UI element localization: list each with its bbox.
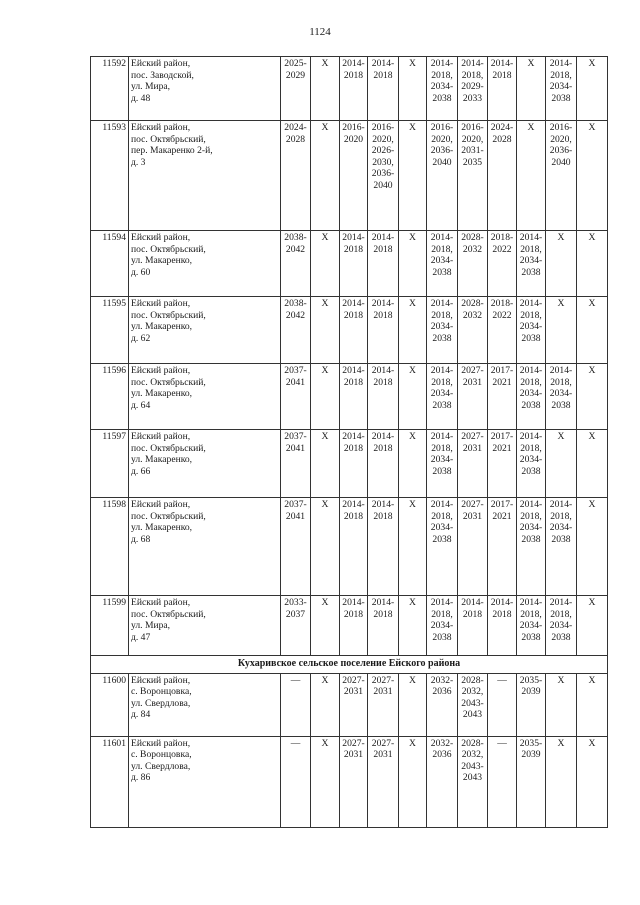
period-cell: Х [311, 121, 340, 231]
period-cell: 2014- 2018 [368, 498, 399, 596]
period-cell: 2014- 2018, 2034- 2038 [517, 430, 546, 498]
period-cell: Х [546, 736, 577, 827]
period-cell: 2033- 2037 [281, 596, 311, 656]
table-row [91, 430, 608, 498]
period-cell: Х [311, 596, 340, 656]
period-cell: 2014- 2018, 2029- 2033 [458, 57, 488, 121]
period-cell: 2014- 2018 [368, 364, 399, 430]
address-cell: Ейский район, пос. Октябрьский, ул. Макаренко, д. 60 [129, 231, 281, 297]
period-cell: 2037- 2041 [281, 364, 311, 430]
period-cell: 2014- 2018, 2034- 2038 [546, 57, 577, 121]
period-cell: Х [399, 121, 427, 231]
address-cell: Ейский район, пос. Октябрьский, ул. Макаренко, д. 64 [129, 364, 281, 430]
section-body [91, 656, 608, 674]
record-number: 11599 [91, 596, 129, 656]
period-cell: 2028- 2032 [458, 297, 488, 364]
address-cell: Ейский район, пос. Октябрьский, ул. Мира, д. 47 [129, 596, 281, 656]
period-cell: Х [399, 673, 427, 736]
period-cell: Х [399, 430, 427, 498]
period-cell: Х [399, 498, 427, 596]
period-cell: 2027- 2031 [458, 364, 488, 430]
period-cell: 2024- 2028 [281, 121, 311, 231]
period-cell: 2027- 2031 [368, 736, 399, 827]
table-row [91, 596, 608, 656]
period-cell: 2014- 2018 [488, 596, 517, 656]
table-body-before-section [91, 57, 608, 656]
period-cell: Х [311, 231, 340, 297]
period-cell: Х [311, 736, 340, 827]
table-row [91, 498, 608, 596]
period-cell: 2027- 2031 [458, 430, 488, 498]
table-row [91, 364, 608, 430]
period-cell: Х [311, 673, 340, 736]
period-cell: 2014- 2018, 2034- 2038 [517, 297, 546, 364]
period-cell: Х [577, 57, 608, 121]
period-cell: 2025- 2029 [281, 57, 311, 121]
period-cell: Х [577, 231, 608, 297]
record-number: 11600 [91, 673, 129, 736]
period-cell: 2014- 2018, 2034- 2038 [427, 596, 458, 656]
record-number: 11595 [91, 297, 129, 364]
period-cell: 2014- 2018, 2034- 2038 [427, 57, 458, 121]
table-row [91, 57, 608, 121]
period-cell: 2038- 2042 [281, 231, 311, 297]
address-cell: Ейский район, пос. Октябрьский, пер. Макаренко 2-й, д. 3 [129, 121, 281, 231]
period-cell: — [281, 673, 311, 736]
period-cell: 2038- 2042 [281, 297, 311, 364]
record-number: 11594 [91, 231, 129, 297]
period-cell: 2016- 2020, 2031- 2035 [458, 121, 488, 231]
period-cell: Х [517, 57, 546, 121]
period-cell: Х [311, 297, 340, 364]
record-number: 11596 [91, 364, 129, 430]
period-cell: 2014- 2018 [368, 57, 399, 121]
period-cell: 2014- 2018, 2034- 2038 [427, 364, 458, 430]
period-cell: 2014- 2018 [488, 57, 517, 121]
period-cell: 2014- 2018, 2034- 2038 [517, 364, 546, 430]
table-row [91, 736, 608, 827]
table-row [91, 297, 608, 364]
period-cell: 2027- 2031 [340, 673, 368, 736]
period-cell: 2014- 2018 [368, 430, 399, 498]
period-cell: 2028- 2032, 2043- 2043 [458, 673, 488, 736]
period-cell: Х [546, 430, 577, 498]
address-cell: Ейский район, с. Воронцовка, ул. Свердлова, д. 84 [129, 673, 281, 736]
period-cell: 2035- 2039 [517, 736, 546, 827]
period-cell: 2014- 2018, 2034- 2038 [427, 430, 458, 498]
period-cell: 2014- 2018, 2034- 2038 [427, 231, 458, 297]
period-cell: 2016- 2020, 2036- 2040 [546, 121, 577, 231]
record-number: 11592 [91, 57, 129, 121]
period-cell: 2016- 2020, 2026- 2030, 2036- 2040 [368, 121, 399, 231]
period-cell: 2017- 2021 [488, 430, 517, 498]
period-cell: Х [311, 498, 340, 596]
table-body-after-section [91, 673, 608, 827]
period-cell: 2016- 2020 [340, 121, 368, 231]
address-cell: Ейский район, пос. Октябрьский, ул. Макаренко, д. 62 [129, 297, 281, 364]
period-cell: 2014- 2018, 2034- 2038 [546, 498, 577, 596]
period-cell: 2017- 2021 [488, 498, 517, 596]
period-cell: 2014- 2018 [368, 231, 399, 297]
period-cell: Х [577, 596, 608, 656]
period-cell: 2014- 2018 [340, 596, 368, 656]
table-row [91, 231, 608, 297]
period-cell: Х [577, 430, 608, 498]
period-cell: Х [577, 498, 608, 596]
period-cell: Х [546, 673, 577, 736]
period-cell: Х [517, 121, 546, 231]
address-cell: Ейский район, с. Воронцовка, ул. Свердлова, д. 86 [129, 736, 281, 827]
period-cell: 2014- 2018, 2034- 2038 [517, 498, 546, 596]
period-cell: 2032- 2036 [427, 673, 458, 736]
period-cell: 2014- 2018 [340, 57, 368, 121]
period-cell: 2014- 2018 [368, 596, 399, 656]
period-cell: 2014- 2018 [368, 297, 399, 364]
period-cell: — [281, 736, 311, 827]
period-cell: 2027- 2031 [458, 498, 488, 596]
period-cell: 2014- 2018 [340, 297, 368, 364]
period-cell: 2014- 2018 [458, 596, 488, 656]
address-cell: Ейский район, пос. Октябрьский, ул. Макаренко, д. 66 [129, 430, 281, 498]
period-cell: 2017- 2021 [488, 364, 517, 430]
period-cell: 2018- 2022 [488, 297, 517, 364]
period-cell: 2014- 2018, 2034- 2038 [427, 498, 458, 596]
record-number: 11601 [91, 736, 129, 827]
period-cell: 2032- 2036 [427, 736, 458, 827]
period-cell: 2014- 2018 [340, 498, 368, 596]
period-cell: Х [546, 297, 577, 364]
period-cell: Х [399, 736, 427, 827]
page-number: 1124 [309, 26, 331, 38]
period-cell: Х [311, 430, 340, 498]
period-cell: Х [399, 297, 427, 364]
period-cell: Х [399, 364, 427, 430]
period-cell: Х [311, 57, 340, 121]
period-cell: 2014- 2018, 2034- 2038 [546, 596, 577, 656]
table-row [91, 121, 608, 231]
period-cell: 2037- 2041 [281, 430, 311, 498]
period-cell: 2014- 2018, 2034- 2038 [517, 596, 546, 656]
housing-repair-schedule-table [90, 56, 608, 828]
record-number: 11598 [91, 498, 129, 596]
record-number: 11597 [91, 430, 129, 498]
record-number: 11593 [91, 121, 129, 231]
period-cell: Х [399, 57, 427, 121]
period-cell: 2028- 2032, 2043- 2043 [458, 736, 488, 827]
period-cell: 2014- 2018 [340, 231, 368, 297]
address-cell: Ейский район, пос. Заводской, ул. Мира, д. 48 [129, 57, 281, 121]
period-cell: Х [577, 673, 608, 736]
period-cell: 2014- 2018 [340, 364, 368, 430]
period-cell: Х [399, 596, 427, 656]
section-header-row [91, 656, 608, 674]
table-row [91, 673, 608, 736]
period-cell: 2024- 2028 [488, 121, 517, 231]
period-cell: 2027- 2031 [368, 673, 399, 736]
period-cell: 2014- 2018 [340, 430, 368, 498]
period-cell: 2014- 2018, 2034- 2038 [546, 364, 577, 430]
period-cell: Х [577, 736, 608, 827]
period-cell: Х [577, 364, 608, 430]
period-cell: Х [577, 297, 608, 364]
period-cell: — [488, 736, 517, 827]
period-cell: Х [546, 231, 577, 297]
address-cell: Ейский район, пос. Октябрьский, ул. Макаренко, д. 68 [129, 498, 281, 596]
period-cell: 2035- 2039 [517, 673, 546, 736]
section-title: Кухаривское сельское поселение Ейского района [91, 656, 608, 674]
period-cell: 2014- 2018, 2034- 2038 [517, 231, 546, 297]
period-cell: 2037- 2041 [281, 498, 311, 596]
period-cell: 2027- 2031 [340, 736, 368, 827]
period-cell: 2014- 2018, 2034- 2038 [427, 297, 458, 364]
period-cell: 2028- 2032 [458, 231, 488, 297]
period-cell: Х [399, 231, 427, 297]
period-cell: Х [311, 364, 340, 430]
period-cell: 2018- 2022 [488, 231, 517, 297]
period-cell: Х [577, 121, 608, 231]
period-cell: — [488, 673, 517, 736]
period-cell: 2016- 2020, 2036- 2040 [427, 121, 458, 231]
